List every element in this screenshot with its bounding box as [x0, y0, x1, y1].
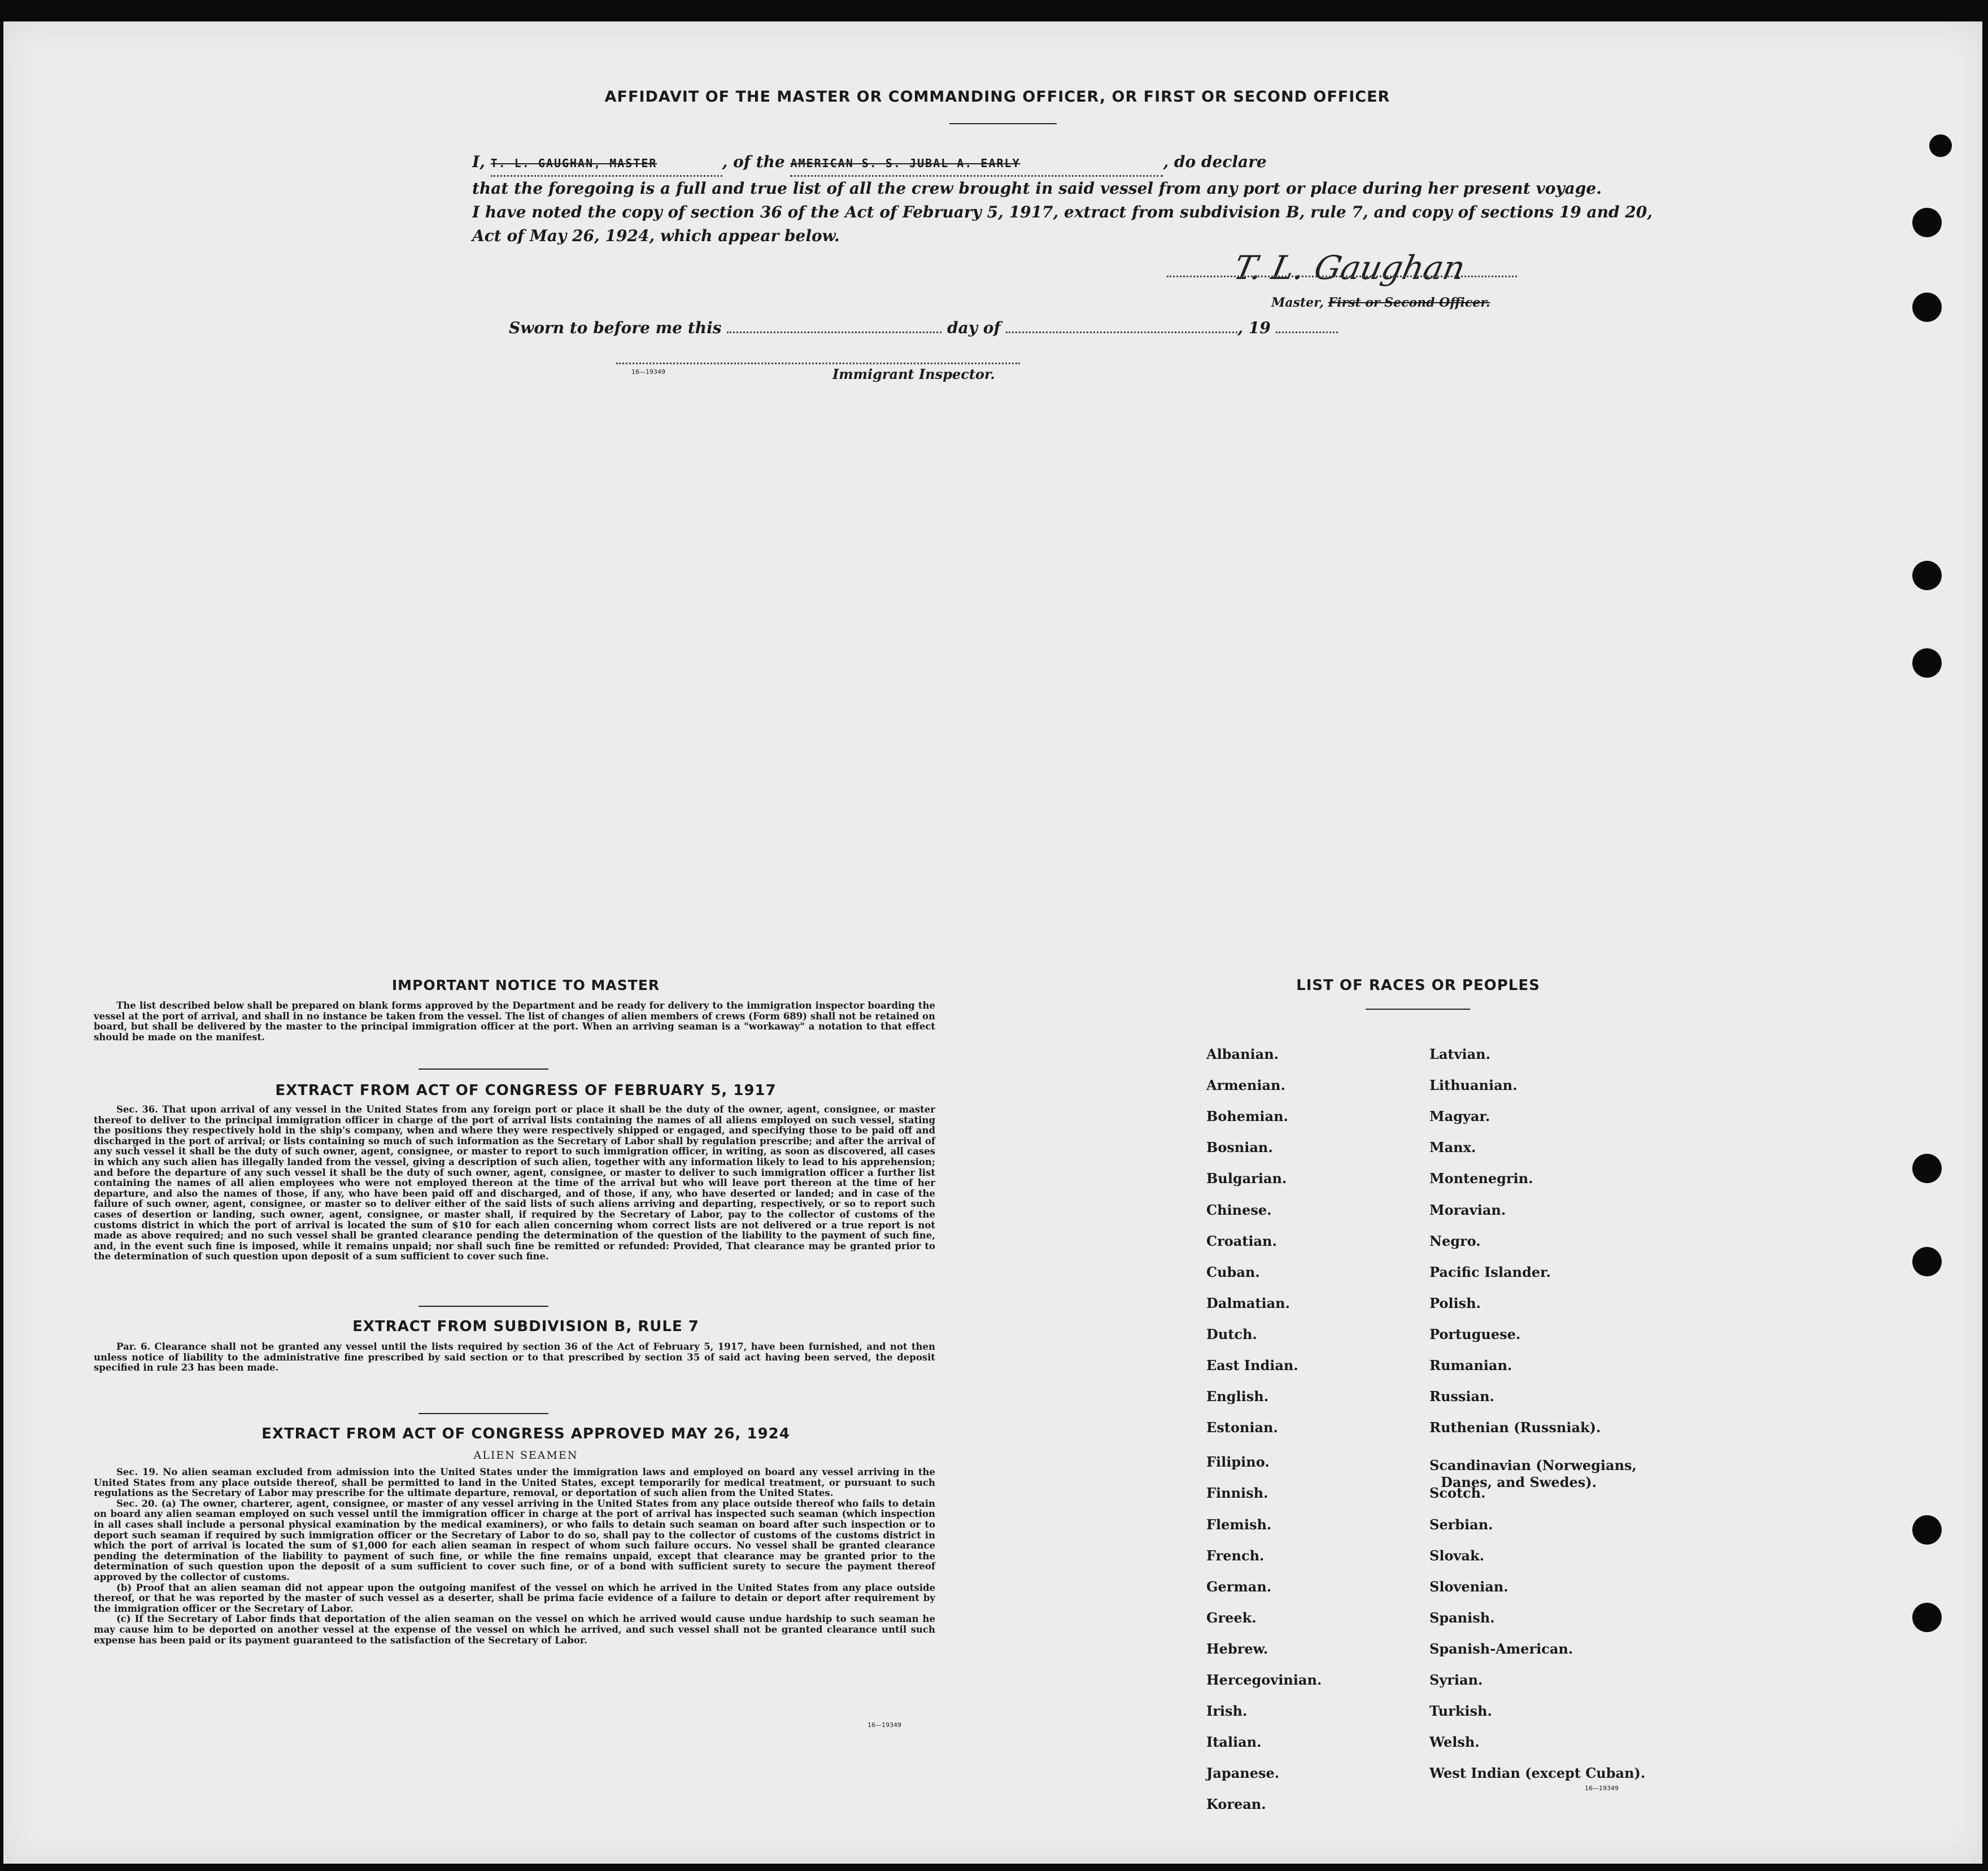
section-rule [418, 1413, 548, 1414]
race-item: Scandinavian (Norwegians, [1429, 1457, 1637, 1474]
race-item: Negro. [1429, 1232, 1481, 1249]
race-item: Japanese. [1206, 1765, 1280, 1782]
race-item: Korean. [1206, 1796, 1266, 1813]
race-item: Danes, and Swedes). [1441, 1474, 1597, 1491]
notice-body: The list described below shall be prepared on blank forms approved by the Department and be ready for delivery to the immigration inspector boarding the vessel at the port of arrival, and shall in no instance be taken from the vessel. The list of changes of alien members of crews (Form 689) shall not be retained on board, but shall be delivered by the master to the principal immigration officer at the port. When an arriving seaman is a "workaway" a notation to that effect should be made on the manifest. [94, 1000, 935, 1043]
affidavit-line-3: I have noted the copy of section 36 of the Act of February 5, 1917, extract from subdivision B, rule 7, and copy of sections 19 and 20, [472, 203, 1653, 221]
of-the-label: , of the [722, 152, 785, 171]
extract-1924-title: EXTRACT FROM ACT OF CONGRESS APPROVED MAY 26, 1924 [261, 1425, 790, 1442]
race-item: Albanian. [1206, 1046, 1279, 1062]
race-item: West Indian (except Cuban). [1429, 1765, 1646, 1782]
extract-1917-body: Sec. 36. That upon arrival of any vessel in the United States from any foreign port or place it shall be the duty of the owner, agent, consignee, or master thereof to deliver to the principal immigration officer in charge of the port of arrival lists containing the names of all aliens employed on such vessel, stating the positions they respectively hold in the ship's company, when and where they were respectively shipped or engaged, and specifying those to be paid off and discharged in the port of arrival; or lists containing so much of such information as the Secretary of Labor shall by regulation prescribe; and after the arrival of any such vessel it shall be the duty of such owner, agent, consignee, or master to report to such immigration officer, in writing, as soon as discovered, all cases in which any such alien has illegally landed from the vessel, giving a description of such alien, together with any information likely to lead to his apprehension; and before the departure of any such vessel it shall be the duty of such owner, agent, consignee, or master to deliver to such immigration officer a further list containing the names of all alien employees who were not employed thereon at the time of the arrival but who will leave port thereon at the time of her departure, and also the names of those, if any, who have been paid off and discharged, and of those, if any, who have deserted or landed; and in case of the failure of such owner, agent, consignee, or master so to deliver either of the said lists of such aliens arriving and departing, respectively, or so to report such cases of desertion or landing, such owner, agent, consignee, or master shall, if required by the Secretary of Labor, pay to the collector of customs of the customs district in which the port of arrival is located the sum of $10 for each alien concerning whom correct lists are not delivered or a true report is not made as above required; and no such vessel shall be granted clearance pending the determination of the question of the liability to the payment of such fine, and, in the event such fine is imposed, while it remains unpaid; nor shall such fine be remitted or refunded: Provided, That clearance may be granted prior to the determination of such question upon deposit of a sum sufficient to cover such fine. [94, 1104, 935, 1262]
sec-20b: (b) Proof that an alien seaman did not appear upon the outgoing manifest of the vessel on which he arrived in the United States from any place outside thereof, or that he was reported by the master of such vessel as a deserter, shall be prima facie evidence of a failure to detain or deport after requirement by the immigration officer or the Secretary of Labor. [94, 1582, 935, 1614]
race-item: Turkish. [1429, 1703, 1492, 1720]
extract-form-number: 16—19349 [867, 1721, 901, 1729]
race-item: Russian. [1429, 1388, 1494, 1405]
races-rule [1366, 1009, 1470, 1010]
race-item: Slovenian. [1429, 1578, 1509, 1595]
race-item: Finnish. [1206, 1485, 1268, 1502]
race-item: Ruthenian (Russniak). [1429, 1419, 1601, 1436]
affidavit-line-4: Act of May 26, 1924, which appear below. [472, 226, 840, 245]
race-item: Welsh. [1429, 1734, 1480, 1751]
race-item: Spanish-American. [1429, 1640, 1573, 1657]
race-item: Hercegovinian. [1206, 1672, 1322, 1688]
race-item: East Indian. [1206, 1357, 1298, 1373]
race-item: Serbian. [1429, 1516, 1493, 1533]
punch-hole [1912, 1515, 1942, 1545]
rule7-title: EXTRACT FROM SUBDIVISION B, RULE 7 [352, 1318, 699, 1335]
extract-1924-body [94, 1467, 935, 1646]
master-name: T. L. GAUGHAN, MASTER [490, 156, 657, 170]
race-item: Armenian. [1206, 1077, 1285, 1094]
race-item: Magyar. [1429, 1108, 1490, 1125]
race-item: Hebrew. [1206, 1640, 1268, 1657]
punch-hole [1912, 293, 1942, 322]
sec-20a: Sec. 20. (a) The owner, charterer, agent, consignee, or master of any vessel arriving in the United States from any place outside thereof who fails to detain on board any alien seaman employed on such vessel until the immigration officer in charge at the port of arrival has inspected such seaman (which inspection in all cases shall include a personal physical examination by the medical examiners), or who fails to detain such seaman on board after such inspection or to deport such seaman if required by such immigration officer or the Secretary of Labor to do so, shall pay to the collector of customs of the customs district in which the port of arrival is located the sum of $1,000 for each alien seaman in respect of whom such failure occurs. No vessel shall be granted clearance pending the determination of the liability to payment of such fine, or while the fine remains unpaid, except that clearance may be granted prior to the determination of such question upon the deposit of a sum sufficient to cover such fine, or of a bond with sufficient surety to secure the payment thereof approved by the collector of customs. [94, 1498, 935, 1582]
signer-struck-label: First or Second Officer. [1328, 295, 1490, 310]
do-declare-label: , do declare [1163, 152, 1267, 171]
race-item: Dalmatian. [1206, 1294, 1290, 1311]
race-item: Irish. [1206, 1703, 1248, 1720]
races-form-number: 16—19349 [1585, 1785, 1619, 1792]
race-item: Flemish. [1206, 1516, 1272, 1533]
affidavit-line-2: that the foregoing is a full and true list of all the crew brought in said vessel from any port or place during her present voyage. [472, 179, 1602, 198]
race-item: Slovak. [1429, 1547, 1484, 1564]
punch-hole [1912, 1154, 1942, 1183]
day-of-label: day of [947, 319, 1001, 337]
race-item: Syrian. [1429, 1672, 1483, 1688]
section-rule [418, 1068, 548, 1070]
race-item: Greek. [1206, 1609, 1257, 1626]
affidavit-form-number: 16—19349 [631, 368, 665, 376]
race-item: Manx. [1429, 1139, 1476, 1156]
year-label: , 19 [1237, 319, 1271, 337]
document-sheet [3, 21, 1982, 1864]
race-item: Pacific Islander. [1429, 1263, 1551, 1280]
race-item: Italian. [1206, 1734, 1262, 1751]
race-item: French. [1206, 1547, 1265, 1564]
i-label: I, [472, 152, 485, 171]
race-item: Rumanian. [1429, 1357, 1512, 1373]
extract-1917-title: EXTRACT FROM ACT OF CONGRESS OF FEBRUARY 5, 1917 [275, 1082, 777, 1099]
signature: T. L. Gaughan [1230, 248, 1469, 287]
race-item: Bosnian. [1206, 1139, 1273, 1156]
inspector-label: Immigrant Inspector. [832, 366, 995, 382]
punch-hole [1912, 1603, 1942, 1632]
extract-1924-subtitle: ALIEN SEAMEN [473, 1449, 578, 1462]
punch-hole [1912, 1247, 1942, 1276]
race-item: Croatian. [1206, 1232, 1277, 1249]
punch-hole [1912, 208, 1942, 237]
sec-20c: (c) If the Secretary of Labor finds that deportation of the alien seaman on the vessel on which he arrived would cause undue hardship to such seaman he may cause him to be deported on another vessel at the expense of the vessel on which he arrived, and such vessel shall not be granted clearance until such expense has been paid or its payment guaranteed to the satisfaction of the Secretary of Labor. [94, 1613, 935, 1646]
signature-line [1167, 276, 1517, 277]
race-item: Bohemian. [1206, 1108, 1288, 1125]
signer-title [1271, 295, 1490, 311]
sec-19: Sec. 19. No alien seaman excluded from admission into the United States under the immigration laws and employed on board any vessel arriving in the United States from any place outside thereof, shall be permitted to land in the United States, except temporarily for medical treatment, or pursuant to such regulations as the Secretary of Labor may prescribe for the ultimate departure, removal, or deportation of such alien from the United States. [94, 1467, 935, 1499]
race-item: Cuban. [1206, 1263, 1260, 1280]
race-item: Spanish. [1429, 1609, 1495, 1626]
punch-hole [1912, 561, 1942, 590]
sworn-label: Sworn to before me this [509, 319, 722, 337]
race-item: Scotch. [1429, 1485, 1486, 1502]
race-item: German. [1206, 1578, 1272, 1595]
vessel-name: AMERICAN S. S. JUBAL A. EARLY [790, 156, 1021, 170]
race-item: Dutch. [1206, 1325, 1257, 1342]
rule7-body: Par. 6. Clearance shall not be granted any vessel until the lists required by section 36 of the Act of February 5, 1917, have been furnished, and not then unless notice of liability to the administrative fine prescribed by said section or to that prescribed by section 35 of said act having been served, the deposit specified in rule 23 has been made. [94, 1341, 935, 1373]
punch-hole [1912, 648, 1942, 678]
race-item: Latvian. [1429, 1046, 1490, 1062]
title-rule [949, 123, 1057, 124]
race-item: Lithuanian. [1429, 1077, 1518, 1094]
race-item: Portuguese. [1429, 1325, 1521, 1342]
race-item: Moravian. [1429, 1201, 1506, 1218]
race-item: English. [1206, 1388, 1269, 1405]
signer-master-label: Master, [1271, 295, 1324, 310]
affidavit-text [472, 150, 1653, 248]
section-rule [418, 1306, 548, 1307]
race-item: Chinese. [1206, 1201, 1272, 1218]
race-item: Bulgarian. [1206, 1170, 1287, 1187]
sworn-line [509, 316, 1338, 340]
race-item: Polish. [1429, 1294, 1481, 1311]
race-item: Montenegrin. [1429, 1170, 1533, 1187]
ink-blot [1929, 134, 1952, 157]
affidavit-title: AFFIDAVIT OF THE MASTER OR COMMANDING OFFICER, OR FIRST OR SECOND OFFICER [604, 88, 1390, 106]
notice-title: IMPORTANT NOTICE TO MASTER [391, 977, 660, 993]
races-title: LIST OF RACES OR PEOPLES [1296, 977, 1540, 994]
race-item: Estonian. [1206, 1419, 1278, 1436]
race-item: Filipino. [1206, 1454, 1270, 1471]
